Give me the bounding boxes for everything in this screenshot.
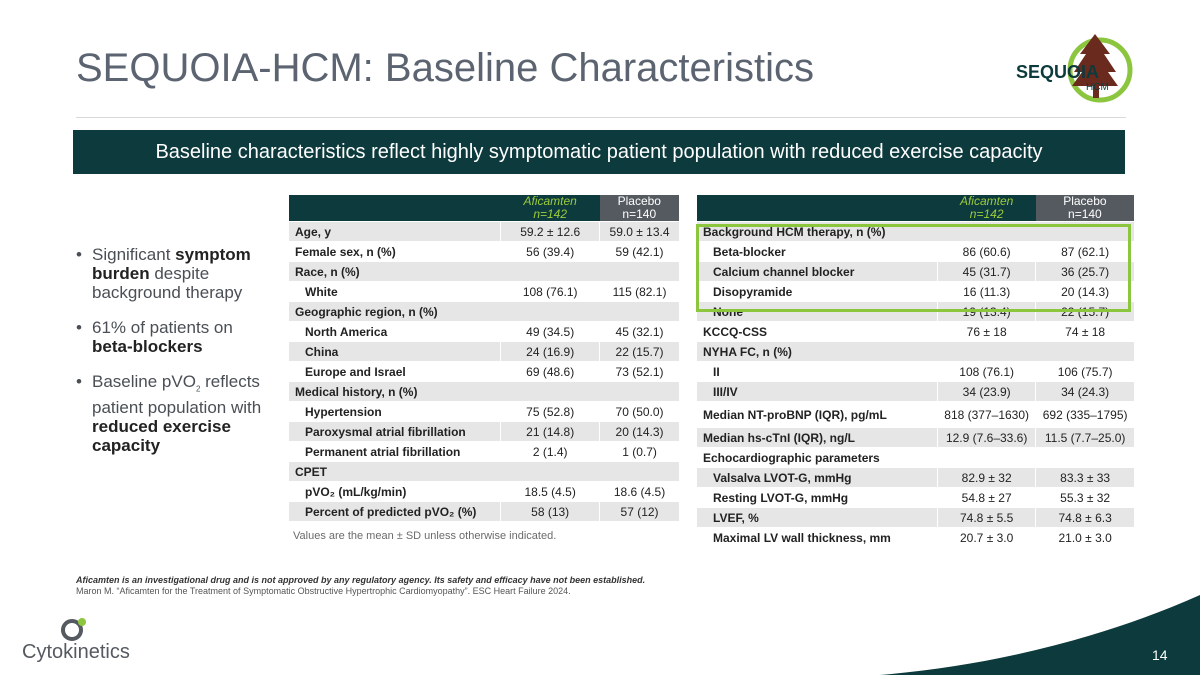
table-row (289, 282, 679, 302)
aficamten-value: 54.8 ± 27 (938, 488, 1036, 508)
table-row (697, 528, 1134, 548)
row-label: Age, y (289, 222, 501, 242)
bullet-emphasis: reduced exercise capacity (92, 417, 231, 456)
table-row (289, 302, 679, 322)
table-row (697, 342, 1134, 362)
table-row (697, 362, 1134, 382)
aficamten-value: 12.9 (7.6–33.6) (938, 428, 1036, 448)
table-row (289, 222, 679, 242)
placebo-value: 73 (52.1) (600, 362, 679, 382)
aficamten-value (501, 382, 600, 402)
table-row (697, 282, 1134, 302)
aficamten-value: 24 (16.9) (501, 342, 600, 362)
table-row (697, 322, 1134, 342)
placebo-value: 20 (14.3) (1036, 282, 1134, 302)
row-label: Median NT-proBNP (IQR), pg/mL (697, 402, 938, 428)
row-label: KCCQ-CSS (697, 322, 938, 342)
placebo-value: 692 (335–1795) (1036, 402, 1134, 428)
aficamten-value: 75 (52.8) (501, 402, 600, 422)
row-label: Geographic region, n (%) (289, 302, 501, 322)
header-placebo (600, 195, 679, 222)
table-row (289, 442, 679, 462)
aficamten-value: 49 (34.5) (501, 322, 600, 342)
bullet-text: 61% of patients on (92, 318, 233, 337)
header-blank (289, 195, 501, 222)
key-points (76, 245, 276, 471)
table-row (697, 262, 1134, 282)
row-label: Hypertension (289, 402, 501, 422)
placebo-value: 36 (25.7) (1036, 262, 1134, 282)
baseline-table-left (289, 195, 679, 522)
logo-name: SEQUOIA (1016, 62, 1100, 82)
bullet-text: despite background therapy (92, 264, 243, 302)
row-label: China (289, 342, 501, 362)
placebo-value: 57 (12) (600, 502, 679, 522)
sequoia-hcm-logo (1000, 24, 1140, 104)
row-label: Medical history, n (%) (289, 382, 501, 402)
placebo-value (1036, 222, 1134, 242)
row-label: Maximal LV wall thickness, mm (697, 528, 938, 548)
table-row (697, 402, 1134, 428)
placebo-value: 11.5 (7.7–25.0) (1036, 428, 1134, 448)
placebo-value: 45 (32.1) (600, 322, 679, 342)
placebo-value (1036, 342, 1134, 362)
table-row (697, 508, 1134, 528)
bullet-subscript: 2 (195, 384, 201, 394)
header-placebo-label: Placebo (617, 194, 661, 208)
bullet-emphasis: beta-blockers (92, 337, 203, 356)
row-label: CPET (289, 462, 501, 482)
header-aficamten-label: Aficamten (523, 194, 577, 208)
placebo-value: 70 (50.0) (600, 402, 679, 422)
table-row (289, 242, 679, 262)
header-aficamten (938, 195, 1036, 222)
row-label: III/IV (697, 382, 938, 402)
placebo-value: 83.3 ± 33 (1036, 468, 1134, 488)
table-note: Values are the mean ± SD unless otherwise indicated. (293, 530, 557, 542)
footer-swoosh (880, 595, 1200, 675)
placebo-value (600, 302, 679, 322)
table-row (697, 468, 1134, 488)
aficamten-value: 108 (76.1) (938, 362, 1036, 382)
row-label: Race, n (%) (289, 262, 501, 282)
table-left-body (289, 222, 679, 522)
placebo-value: 106 (75.7) (1036, 362, 1134, 382)
placebo-value (600, 382, 679, 402)
header-aficamten-n: n=142 (533, 207, 568, 221)
row-label: Resting LVOT-G, mmHg (697, 488, 938, 508)
row-label: Disopyramide (697, 282, 938, 302)
brand-name: Cytokinetics (22, 641, 130, 663)
aficamten-value: 76 ± 18 (938, 322, 1036, 342)
header-placebo-n: n=140 (622, 207, 657, 221)
row-label: Beta-blocker (697, 242, 938, 262)
aficamten-value: 74.8 ± 5.5 (938, 508, 1036, 528)
placebo-value: 34 (24.3) (1036, 382, 1134, 402)
placebo-value (600, 462, 679, 482)
aficamten-value (501, 462, 600, 482)
table-row (289, 322, 679, 342)
bullet-pvo2 (76, 372, 276, 455)
row-label: II (697, 362, 938, 382)
summary-banner: Baseline characteristics reflect highly symptomatic patient population with reduced exercise capacity (73, 130, 1125, 174)
placebo-value: 18.6 (4.5) (600, 482, 679, 502)
cytokinetics-mark-icon (60, 616, 90, 644)
aficamten-value (938, 448, 1036, 468)
row-label: Calcium channel blocker (697, 262, 938, 282)
placebo-value: 22 (15.7) (600, 342, 679, 362)
baseline-table-right (697, 195, 1134, 548)
aficamten-value: 45 (31.7) (938, 262, 1036, 282)
table-row (289, 382, 679, 402)
header-placebo-label: Placebo (1063, 194, 1107, 208)
row-label: Europe and Israel (289, 362, 501, 382)
page-number: 14 (1152, 647, 1168, 663)
row-label: NYHA FC, n (%) (697, 342, 938, 362)
reference-footnote: Maron M. “Aficamten for the Treatment of Symptomatic Obstructive Hypertrophic Cardiomyopathy”. ESC Heart Failure 2024. (76, 586, 571, 596)
table-row (697, 222, 1134, 242)
logo-sub: HCM (1086, 82, 1109, 93)
table-row (289, 262, 679, 282)
table-row (697, 448, 1134, 468)
table-row (697, 382, 1134, 402)
aficamten-value: 18.5 (4.5) (501, 482, 600, 502)
cytokinetics-logo (22, 616, 152, 666)
aficamten-value (501, 262, 600, 282)
bullet-text: Baseline pVO (92, 372, 196, 391)
row-label: Paroxysmal atrial fibrillation (289, 422, 501, 442)
page-title: SEQUOIA-HCM: Baseline Characteristics (76, 46, 814, 90)
header-aficamten (501, 195, 600, 222)
table-row (697, 428, 1134, 448)
aficamten-value: 16 (11.3) (938, 282, 1036, 302)
aficamten-value: 59.2 ± 12.6 (501, 222, 600, 242)
row-label: Percent of predicted pVO₂ (%) (289, 502, 501, 522)
row-label: North America (289, 322, 501, 342)
header-aficamten-n: n=142 (969, 207, 1004, 221)
table-row (289, 342, 679, 362)
placebo-value: 55.3 ± 32 (1036, 488, 1134, 508)
row-label: Median hs-cTnI (IQR), ng/L (697, 428, 938, 448)
aficamten-value: 82.9 ± 32 (938, 468, 1036, 488)
bullet-text: Significant (92, 245, 176, 264)
row-label: Valsalva LVOT-G, mmHg (697, 468, 938, 488)
row-label: Female sex, n (%) (289, 242, 501, 262)
row-label: White (289, 282, 501, 302)
placebo-value: 1 (0.7) (600, 442, 679, 462)
aficamten-value: 818 (377–1630) (938, 402, 1036, 428)
placebo-value: 20 (14.3) (600, 422, 679, 442)
aficamten-value: 2 (1.4) (501, 442, 600, 462)
disclaimer-footnote: Aficamten is an investigational drug and is not approved by any regulatory agency. Its safety and efficacy have not been established. (76, 575, 646, 585)
bullet-text: reflects patient population with (92, 372, 262, 418)
table-row (289, 422, 679, 442)
placebo-value (1036, 448, 1134, 468)
row-label: Echocardiographic parameters (697, 448, 938, 468)
aficamten-value (938, 222, 1036, 242)
row-label: Permanent atrial fibrillation (289, 442, 501, 462)
table-row (289, 502, 679, 522)
table-right-body (697, 222, 1134, 548)
aficamten-value: 69 (48.6) (501, 362, 600, 382)
bullet-emphasis: symptom burden (92, 245, 251, 283)
aficamten-value: 19 (13.4) (938, 302, 1036, 322)
placebo-value: 115 (82.1) (600, 282, 679, 302)
row-label: None (697, 302, 938, 322)
header-placebo-n: n=140 (1068, 207, 1102, 221)
aficamten-value (501, 302, 600, 322)
bullet-symptom-burden (76, 245, 276, 302)
aficamten-value: 56 (39.4) (501, 242, 600, 262)
header-aficamten-label: Aficamten (959, 194, 1014, 208)
table-row (289, 482, 679, 502)
table-row (697, 488, 1134, 508)
placebo-value: 21.0 ± 3.0 (1036, 528, 1134, 548)
table-row (289, 362, 679, 382)
placebo-value (600, 262, 679, 282)
table-row (289, 402, 679, 422)
table-row (697, 242, 1134, 262)
row-label: LVEF, % (697, 508, 938, 528)
table-row (289, 462, 679, 482)
table-row (697, 302, 1134, 322)
placebo-value: 74.8 ± 6.3 (1036, 508, 1134, 528)
aficamten-value: 20.7 ± 3.0 (938, 528, 1036, 548)
placebo-value: 87 (62.1) (1036, 242, 1134, 262)
aficamten-value: 58 (13) (501, 502, 600, 522)
placebo-value: 59 (42.1) (600, 242, 679, 262)
row-label: Background HCM therapy, n (%) (697, 222, 938, 242)
placebo-value: 74 ± 18 (1036, 322, 1134, 342)
placebo-value: 22 (15.7) (1036, 302, 1134, 322)
aficamten-value: 108 (76.1) (501, 282, 600, 302)
header-blank (697, 195, 938, 222)
title-divider (76, 117, 1126, 118)
aficamten-value: 34 (23.9) (938, 382, 1036, 402)
row-label: pVO₂ (mL/kg/min) (289, 482, 501, 502)
aficamten-value: 86 (60.6) (938, 242, 1036, 262)
aficamten-value: 21 (14.8) (501, 422, 600, 442)
header-placebo (1036, 195, 1134, 222)
aficamten-value (938, 342, 1036, 362)
bullet-beta-blockers (76, 318, 276, 356)
placebo-value: 59.0 ± 13.4 (600, 222, 679, 242)
